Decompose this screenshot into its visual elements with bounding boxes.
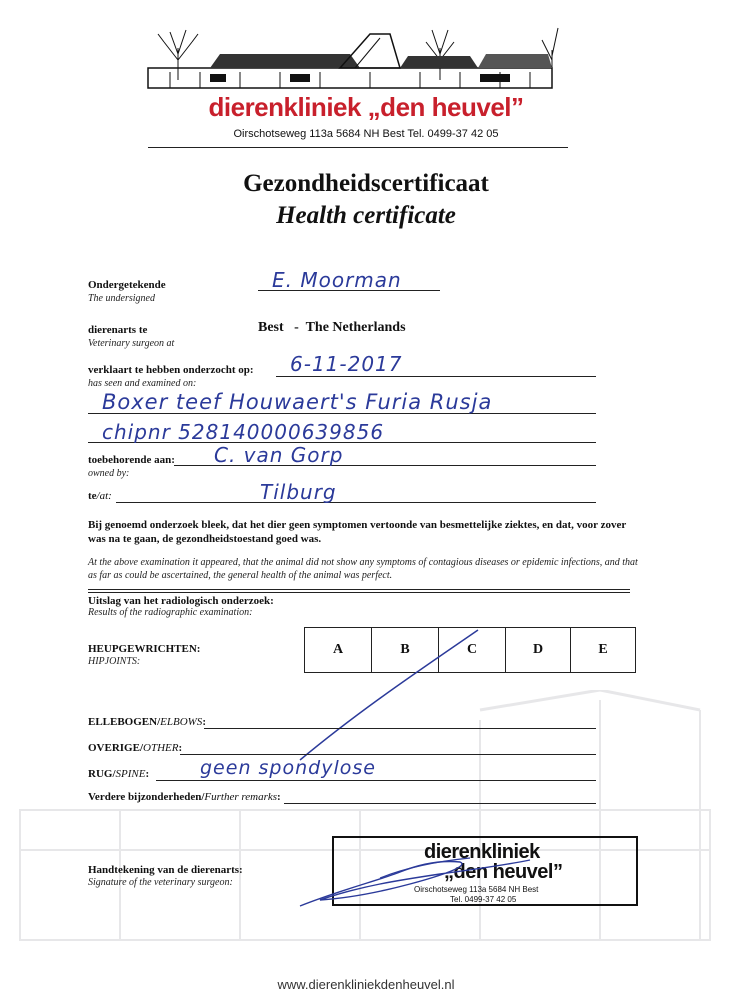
examined-date: 6-11-2017 [290, 352, 403, 376]
elbows-label-en: ELBOWS [160, 716, 203, 728]
radiology-heading-en: Results of the radiographic examination: [88, 607, 253, 618]
other-colon: : [178, 742, 183, 754]
examined-label: verklaart te hebben onderzocht op: [88, 364, 254, 376]
title-dutch: Gezondheidscertificaat [243, 170, 489, 197]
undersigned-label-en: The undersigned [88, 293, 155, 304]
hip-label-en: HIPJOINTS: [88, 656, 141, 667]
radiology-heading: Uitslag van het radiologisch onderzoek: [88, 595, 274, 607]
animal-chip-number: chipnr 528140000639856 [102, 420, 385, 444]
other-label-en: OTHER [143, 742, 179, 754]
place-label-nl: te [88, 490, 97, 502]
stamp-address: Oirschotseweg 113a 5684 NH Best [414, 885, 539, 894]
stamp-brand-line-1: dierenkliniek [424, 841, 540, 863]
examined-label-en: has seen and examined on: [88, 378, 197, 389]
stamp-brand-line-2: „den heuvel” [444, 861, 563, 883]
owner-value: C. van Gorp [214, 443, 344, 467]
hip-label: HEUPGEWRICHTEN: [88, 643, 201, 655]
spine-colon: : [145, 768, 150, 780]
footer-url[interactable]: www.dierenkliniekdenheuvel.nl [277, 977, 455, 992]
declaration-dutch: Bij genoemd onderzoek bleek, dat het dier geen symptomen vertoonde van besmettelijke ziektes, en dat, voor zover was na te gaan, de gezondheidstoestand goed was. [88, 519, 627, 545]
spine-label-en: SPINE [115, 768, 146, 780]
grade-d-label: D [532, 642, 544, 657]
vet-label-en: Veterinary surgeon at [88, 338, 175, 349]
undersigned-label: Ondergetekende [88, 279, 166, 291]
owner-label: toebehorende aan: [88, 454, 175, 466]
place-value: Tilburg [260, 480, 337, 504]
spine-label-nl: RUG/ [88, 768, 116, 780]
grade-a-label: A [332, 642, 344, 657]
remarks-label-en: Further remarks [204, 791, 278, 803]
title-english: Health certificate [276, 202, 456, 229]
signature-label-en: Signature of the veterinary surgeon: [88, 877, 233, 888]
vet-location: Best - The Netherlands [258, 320, 406, 335]
other-label-nl: OVERIGE/ [88, 742, 144, 754]
owner-label-en: owned by: [88, 468, 130, 479]
grade-c-label: C [466, 642, 478, 657]
elbows-label-nl: ELLEBOGEN/ [88, 716, 161, 728]
stamp-tel: Tel. 0499-37 42 05 [450, 895, 517, 904]
vet-label: dierenarts te [88, 324, 148, 336]
elbows-colon: : [202, 716, 206, 728]
brand-name: dierenkliniek „den heuvel” [208, 92, 524, 122]
animal-description: Boxer teef Houwaert's Furia Rusja [102, 390, 493, 414]
clinic-address: Oirschotseweg 113a 5684 NH Best Tel. 0499-37 42 05 [233, 128, 499, 140]
signature-label: Handtekening van de dierenarts: [88, 864, 243, 876]
place-label-en: /at: [96, 490, 112, 502]
spine-value: geen spondylose [200, 757, 376, 779]
grade-b-label: B [400, 642, 410, 657]
remarks-label-nl: Verdere bijzonderheden/ [88, 791, 205, 803]
grade-e-label: E [598, 642, 608, 657]
declaration-english: At the above examination it appeared, that the animal did not show any symptoms of contagious diseases or epidemic infections, and that as far as could be ascertained, the general health of the animal was perfect. [88, 557, 638, 581]
remarks-colon: : [277, 791, 281, 803]
undersigned-value: E. Moorman [272, 268, 402, 292]
